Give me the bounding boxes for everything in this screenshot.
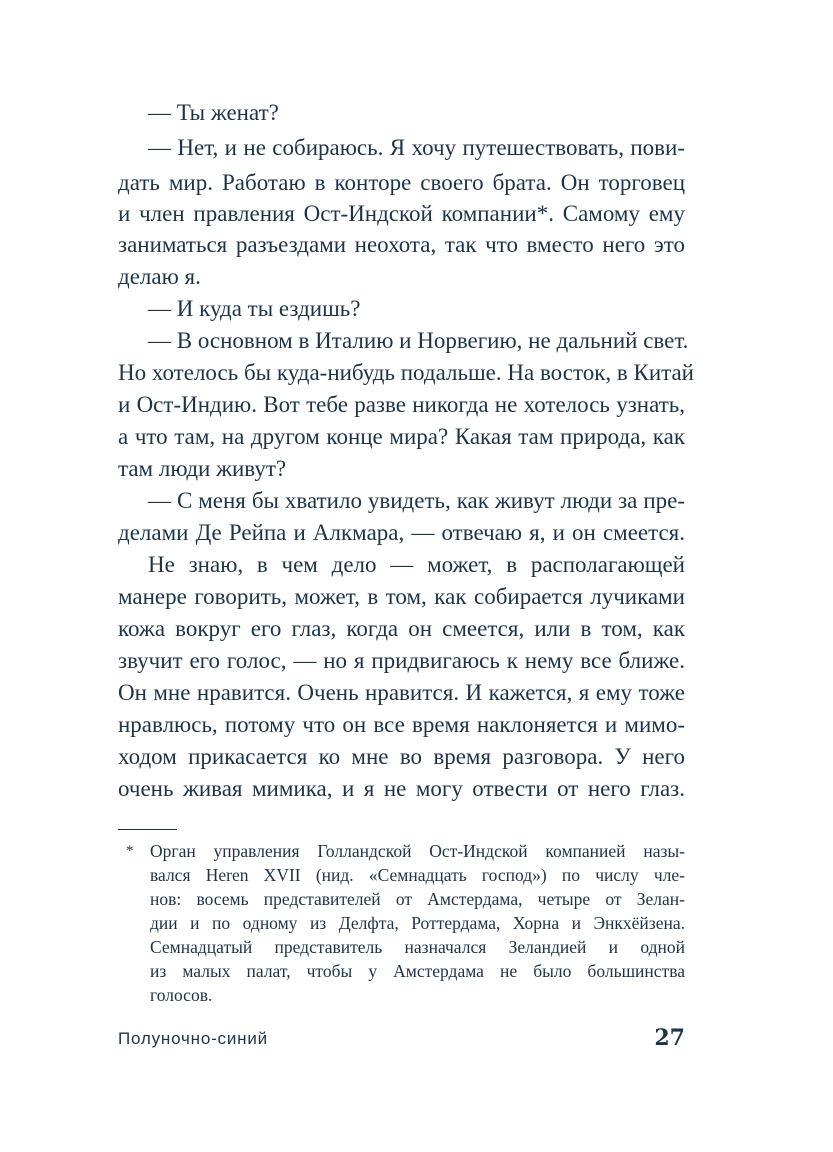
book-page bbox=[118, 0, 694, 1152]
text-line: звучит его голос, — но я придвигаюсь к нему все ближе. bbox=[118, 648, 685, 673]
footnote-line: из малых палат, чтобы у Амстердама не было большинства bbox=[150, 961, 685, 981]
footnote-line: нов: восемь представителей от Амстердама, четыре от Зелан- bbox=[150, 889, 685, 909]
text-line: нравлюсь, потому что он все время наклоняется и мимо- bbox=[118, 712, 685, 737]
text-line: заниматься разъездами неохота, так что вместо него это bbox=[118, 232, 685, 257]
text-line: делаю я. bbox=[118, 264, 201, 289]
footnote-line: вался Heren XVII (нид. «Семнадцать господ») по числу чле- bbox=[150, 865, 685, 885]
running-title: Полуночно-синий bbox=[118, 1029, 268, 1048]
footnote-line: голосов. bbox=[150, 985, 213, 1005]
text-line: а что там, на другом конце мира? Какая там природа, как bbox=[118, 424, 685, 449]
footnote-line: Орган управления Голландской Ост-Индской компанией назы- bbox=[150, 841, 685, 861]
text-line: делами Де Рейпа и Алкмара, — отвечаю я, и он смеется. bbox=[118, 520, 685, 545]
text-line: — С меня бы хватило увидеть, как живут люди за пре- bbox=[148, 488, 685, 513]
text-line: — Ты женат? bbox=[148, 100, 279, 125]
text-line: очень живая мимика, и я не могу отвести от него глаз. bbox=[118, 776, 685, 801]
text-line: и член правления Ост-Индской компании*. Самому ему bbox=[118, 201, 685, 226]
page-number: 27 bbox=[654, 1025, 685, 1051]
text-line: ходом прикасается ко мне во время разговора. У него bbox=[118, 744, 685, 769]
footnote-divider bbox=[118, 829, 177, 830]
text-line: — Нет, и не собираюсь. Я хочу путешествовать, пови- bbox=[148, 135, 685, 160]
text-line: дать мир. Работаю в конторе своего брата. Он торговец bbox=[118, 170, 685, 195]
text-line: — В основном в Италию и Норвегию, не дальний свет. bbox=[148, 328, 689, 353]
footnote-mark: * bbox=[126, 843, 134, 859]
text-line: Но хотелось бы куда-нибудь подальше. На восток, в Китай bbox=[118, 360, 694, 385]
text-line: кожа вокруг его глаз, когда он смеется, или в том, как bbox=[118, 616, 685, 641]
text-line: манере говорить, может, в том, как собирается лучиками bbox=[118, 584, 685, 609]
text-line: там люди живут? bbox=[118, 456, 287, 481]
text-line: и Ост-Индию. Вот тебе разве никогда не хотелось узнать, bbox=[118, 392, 685, 417]
footnote-line: дии и по одному из Делфта, Роттердама, Хорна и Энкхёйзена. bbox=[150, 913, 685, 933]
text-line: Не знаю, в чем дело — может, в располагающей bbox=[148, 552, 685, 577]
text-line: — И куда ты ездишь? bbox=[148, 296, 361, 321]
footnote-line: Семнадцатый представитель назначался Зеландией и одной bbox=[150, 937, 685, 957]
text-line: Он мне нравится. Очень нравится. И кажется, я ему тоже bbox=[118, 680, 685, 705]
